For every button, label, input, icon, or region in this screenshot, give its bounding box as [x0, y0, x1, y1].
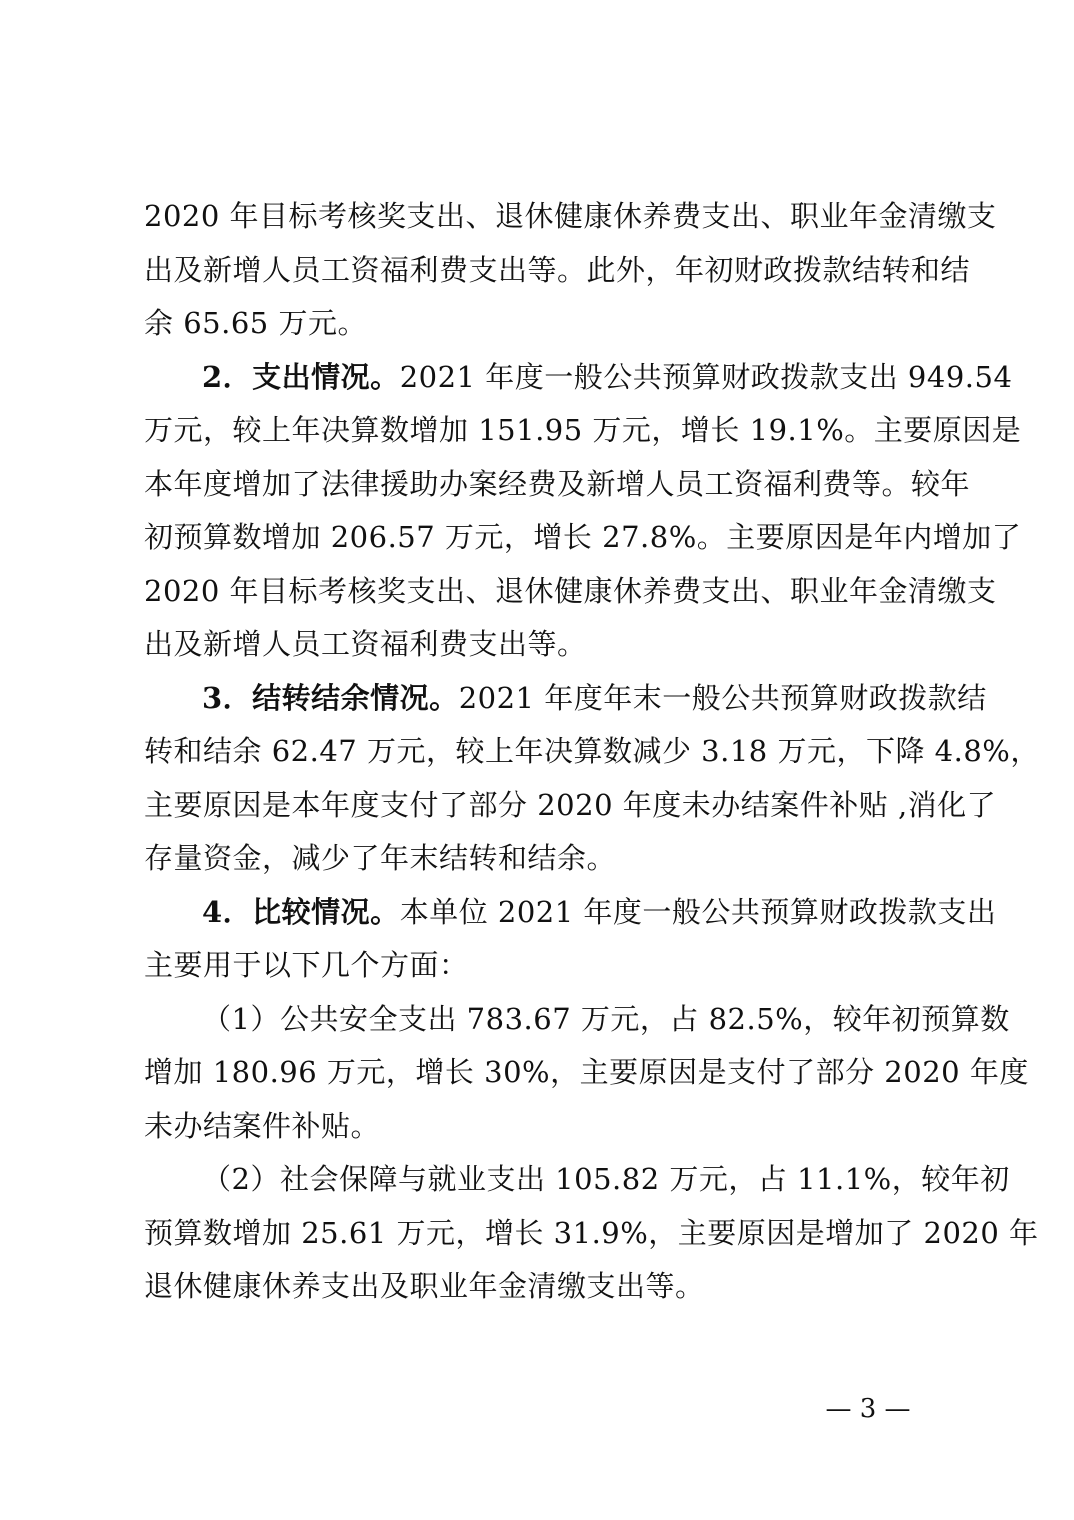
text-line	[144, 886, 997, 940]
text-line: 出及新增人员工资福利费支出等。	[144, 627, 587, 661]
text-line: 存量资金，减少了年末结转和结余。	[144, 841, 617, 875]
text-line	[144, 672, 987, 726]
paragraph-comparison	[144, 886, 997, 993]
text-run: 本单位 2021 年度一般公共预算财政拨款支出	[399, 894, 997, 929]
text-line: （2）社会保障与就业支出 105.82 万元，占 11.1%，较年初	[202, 1162, 1010, 1196]
paragraph-continuation	[144, 190, 997, 351]
section-heading: 4．比较情况。	[202, 894, 400, 929]
text-line: 预算数增加 25.61 万元，增长 31.9%，主要原因是增加了 2020 年	[144, 1215, 1039, 1250]
text-line: 未办结案件补贴。	[144, 1108, 381, 1143]
text-line: 出及新增人员工资福利费支出等。此外，年初财政拨款结转和结	[144, 252, 971, 287]
text-run: 2021 年度一般公共预算财政拨款支出 949.54	[399, 359, 1013, 394]
document-body	[144, 190, 1040, 1314]
paragraph-carryover	[144, 672, 1040, 886]
text-line: 转和结余 62.47 万元，较上年决算数减少 3.18 万元，下降 4.8%，	[144, 734, 1040, 768]
text-line	[144, 351, 1013, 405]
paragraph-expenditure	[144, 351, 1022, 672]
text-line: 初预算数增加 206.57 万元，增长 27.8%。主要原因是年内增加了	[144, 520, 1022, 554]
text-line: 退休健康休养支出及职业年金清缴支出等。	[144, 1269, 705, 1303]
section-heading: 2．支出情况。	[202, 359, 400, 394]
text-line: 2020 年目标考核奖支出、退休健康休养费支出、职业年金清缴支	[144, 199, 997, 233]
paragraph-public-security	[144, 993, 1029, 1154]
text-line: 主要原因是本年度支付了部分 2020 年度未办结案件补贴 ,消化了	[144, 787, 997, 822]
text-line: 余 65.65 万元。	[144, 306, 367, 340]
paragraph-social-security	[144, 1153, 1039, 1314]
text-line: 2020 年目标考核奖支出、退休健康休养费支出、职业年金清缴支	[144, 573, 997, 608]
page-number: — 3 —	[825, 1394, 911, 1424]
text-run: 2021 年度年末一般公共预算财政拨款结	[458, 680, 987, 715]
text-line: 主要用于以下几个方面：	[144, 948, 469, 982]
text-line: 万元，较上年决算数增加 151.95 万元，增长 19.1%。主要原因是	[144, 413, 1022, 447]
text-line: （1）公共安全支出 783.67 万元，占 82.5%，较年初预算数	[202, 1001, 1010, 1036]
section-heading: 3．结转结余情况。	[202, 680, 459, 715]
text-line: 本年度增加了法律援助办案经费及新增人员工资福利费等。较年	[144, 466, 971, 501]
text-line: 增加 180.96 万元，增长 30%，主要原因是支付了部分 2020 年度	[144, 1055, 1029, 1089]
